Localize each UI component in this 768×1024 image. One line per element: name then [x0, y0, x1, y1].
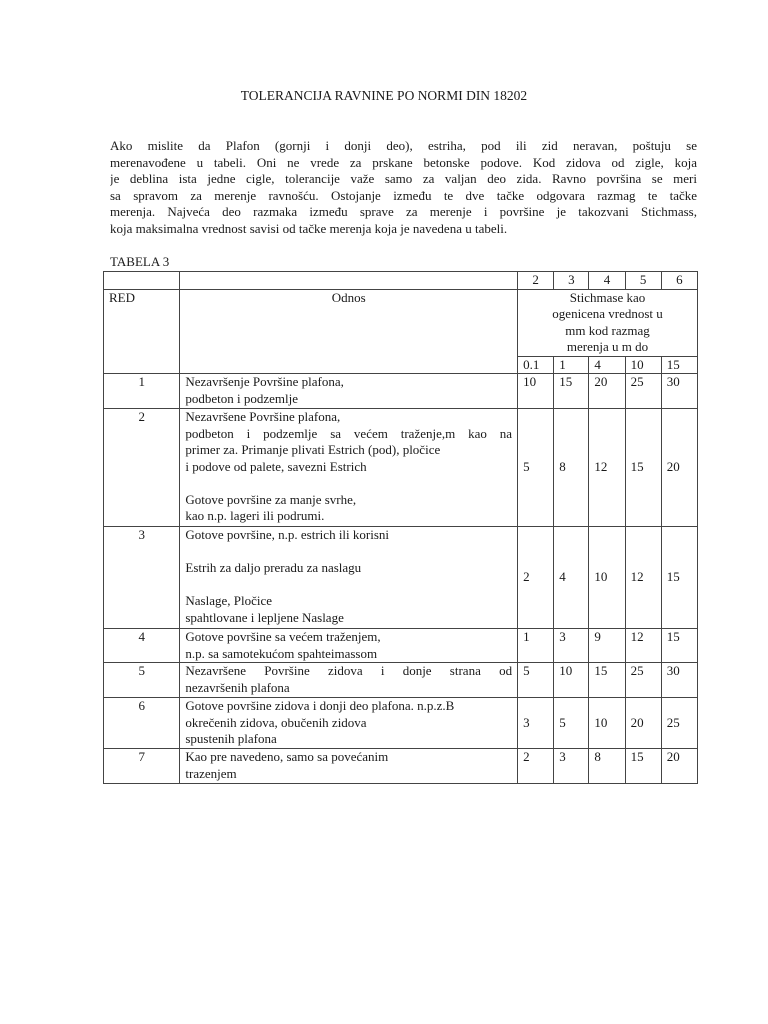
value-cell: 12 — [625, 527, 661, 629]
row-number: 1 — [104, 374, 180, 409]
distance-value: 10 — [625, 356, 661, 374]
odnos-cell — [180, 374, 518, 409]
odnos-line: Nezavršene Površine zidova i donje strana od — [185, 663, 513, 678]
value-cell: 20 — [625, 698, 661, 749]
odnos-line: Gotove površine sa većem traženjem, — [185, 629, 381, 644]
value-cell: 8 — [589, 749, 625, 784]
table-row — [104, 527, 698, 629]
intro-line: Ako mislite da Plafon (gornji i donji deo), estriha, pod ili zid neravan, poštuju se — [110, 138, 697, 153]
distance-value: 15 — [661, 356, 697, 374]
value-cell: 25 — [625, 663, 661, 698]
value-cell: 15 — [554, 374, 589, 409]
value-cell: 12 — [625, 629, 661, 663]
odnos-line: i podove od palete, savezni Estrich — [185, 458, 367, 474]
distance-value: 0.1 — [518, 356, 554, 374]
odnos-line: nezavršenih plafona — [185, 679, 290, 695]
value-cell: 10 — [589, 527, 625, 629]
value-cell: 10 — [554, 663, 589, 698]
value-cell: 3 — [554, 629, 589, 663]
intro-line: je deblina ista jedne cigle, tolerancije važe samo za valjan deo zida. Ravno površina se meri — [110, 171, 697, 187]
odnos-line: n.p. sa samotekućom spahteimassom — [185, 645, 378, 661]
odnos-line: Gotove površine za manje svrhe, — [185, 491, 357, 507]
value-cell: 3 — [554, 749, 589, 784]
odnos-line: primer za. Primanje plivati Estrich (pod), pločice — [185, 442, 441, 457]
value-cell: 30 — [661, 374, 697, 409]
distance-value: 1 — [554, 356, 589, 374]
row-number: 5 — [104, 663, 180, 698]
value-cell: 10 — [518, 374, 554, 409]
tolerance-table — [103, 271, 698, 784]
odnos-cell — [180, 527, 518, 629]
value-cell: 15 — [661, 527, 697, 629]
column-number: 2 — [518, 272, 554, 290]
odnos-line: Nezavršenje Površine plafona, — [185, 374, 344, 389]
row-number: 7 — [104, 749, 180, 784]
odnos-line: Gotove površine zidova i donji deo plafona. n.p.z.B — [185, 698, 455, 713]
odnos-line: kao n.p. lageri ili podrumi. — [185, 508, 325, 523]
table-row — [104, 663, 698, 698]
column-number: 5 — [625, 272, 661, 290]
table-row — [104, 409, 698, 527]
value-cell: 3 — [518, 698, 554, 749]
value-cell: 4 — [554, 527, 589, 629]
column-number: 6 — [661, 272, 697, 290]
odnos-line: Kao pre navedeno, samo sa povećanim — [185, 749, 389, 764]
value-cell: 15 — [625, 409, 661, 527]
value-cell: 15 — [625, 749, 661, 784]
odnos-line: trazenjem — [185, 765, 237, 781]
odnos-cell — [180, 749, 518, 784]
intro-line: merenavođene u tabeli. Oni ne vrede za prskane betonske podove. Kod zidova od zigle, koja — [110, 154, 697, 170]
value-cell: 30 — [661, 663, 697, 698]
odnos-line: spustenih plafona — [185, 731, 277, 746]
row-number: 2 — [104, 409, 180, 527]
header-row — [104, 289, 698, 356]
table-row — [104, 698, 698, 749]
odnos-line: podbeton i podzemlje — [185, 390, 299, 406]
column-number: 4 — [589, 272, 625, 290]
value-cell: 20 — [661, 409, 697, 527]
stichmass-header-line: ogenicena vrednost u — [552, 306, 663, 321]
value-cell: 1 — [518, 629, 554, 663]
value-cell: 5 — [518, 663, 554, 698]
stichmass-header-line: merenja u m do — [566, 339, 649, 354]
column-number: 3 — [554, 272, 589, 290]
table-row — [104, 629, 698, 663]
stichmass-header-line: Stichmase kao — [569, 289, 646, 305]
value-cell: 8 — [554, 409, 589, 527]
value-cell: 15 — [589, 663, 625, 698]
value-cell: 25 — [661, 698, 697, 749]
value-cell: 2 — [518, 749, 554, 784]
value-cell: 9 — [589, 629, 625, 663]
value-cell: 10 — [589, 698, 625, 749]
value-cell: 20 — [589, 374, 625, 409]
row-number: 3 — [104, 527, 180, 629]
stichmass-header-line: mm kod razmag — [565, 322, 650, 338]
odnos-header: Odnos — [180, 289, 518, 374]
empty-cell — [180, 272, 518, 290]
odnos-line: podbeton i podzemlje sa većem traženje,m kao na — [185, 425, 513, 441]
odnos-line: spahtlovane i lepljene Naslage — [185, 609, 344, 625]
value-cell: 5 — [554, 698, 589, 749]
column-number-row — [104, 272, 698, 290]
odnos-line: Naslage, Pločice — [185, 593, 273, 608]
odnos-spacer — [185, 577, 512, 594]
table-label: TABELA 3 — [110, 254, 170, 269]
intro-line: sa spravom za merenje ravnošću. Ostojanje između te dve tačke odgovara razmag te tačke — [110, 187, 697, 203]
value-cell: 12 — [589, 409, 625, 527]
odnos-line: okrečenih zidova, obučenih zidova — [185, 714, 367, 730]
odnos-spacer — [185, 475, 512, 492]
odnos-spacer — [185, 544, 512, 561]
table-row — [104, 374, 698, 409]
value-cell: 25 — [625, 374, 661, 409]
odnos-cell — [180, 629, 518, 663]
value-cell: 5 — [518, 409, 554, 527]
intro-line: merenja. Najveća deo razmaka između sprave za merenje i površine je takozvani Stichmass, — [110, 204, 697, 220]
distance-value: 4 — [589, 356, 625, 374]
odnos-cell — [180, 409, 518, 527]
value-cell: 2 — [518, 527, 554, 629]
value-cell: 15 — [661, 629, 697, 663]
stichmass-header — [518, 289, 698, 356]
odnos-cell — [180, 698, 518, 749]
document-title: TOLERANCIJA RAVNINE PO NORMI DIN 18202 — [240, 88, 528, 103]
table-row — [104, 749, 698, 784]
odnos-line: Gotove površine, n.p. estrich ili korisni — [185, 527, 390, 542]
value-cell: 20 — [661, 749, 697, 784]
red-header: RED — [104, 289, 180, 374]
empty-cell — [104, 272, 180, 290]
row-number: 6 — [104, 698, 180, 749]
odnos-line: Estrih za daljo preradu za naslagu — [185, 560, 362, 575]
odnos-line: Nezavršene Površine plafona, — [185, 409, 341, 424]
odnos-cell — [180, 663, 518, 698]
intro-paragraph — [110, 138, 697, 238]
intro-line: koja maksimalna vrednost savisi od tačke merenja koja je navedena u tabeli. — [110, 220, 508, 236]
row-number: 4 — [104, 629, 180, 663]
